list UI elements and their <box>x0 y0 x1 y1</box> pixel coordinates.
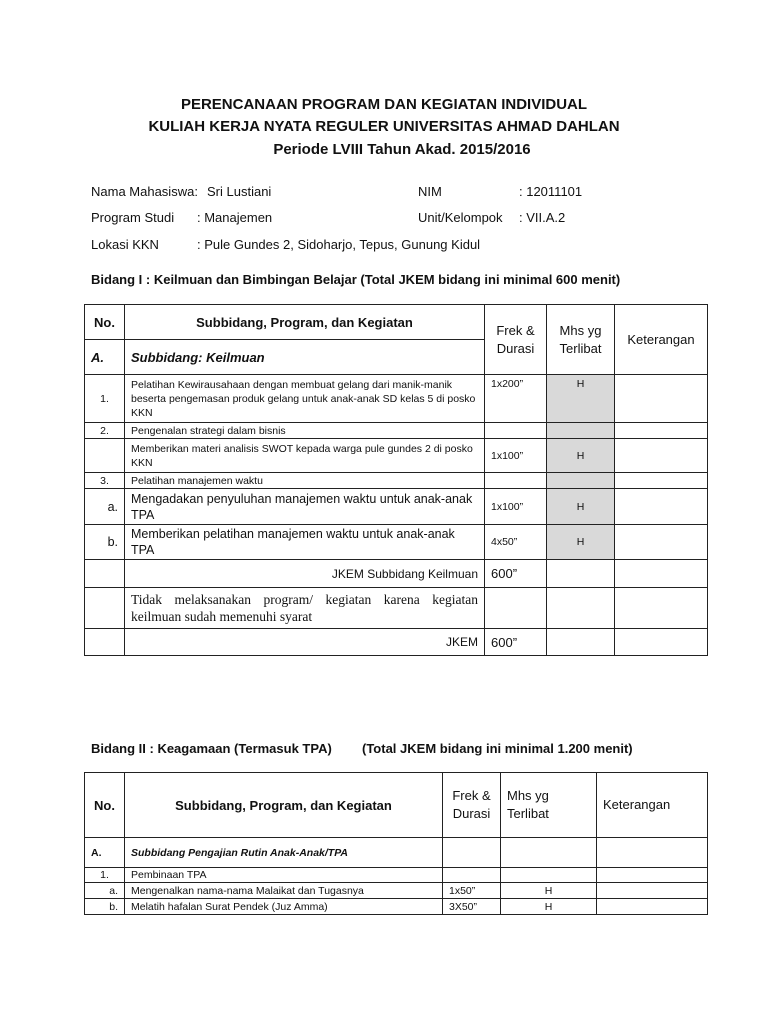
bidang2-title-b: (Total JKEM bidang ini minimal 1.200 menit) <box>362 741 633 756</box>
prodi-label: Program Studi <box>91 210 175 225</box>
unit-value: : VII.A.2 <box>519 210 566 225</box>
nama-label: Nama Mahasiswa: <box>91 184 198 199</box>
header-frek: Frek & Durasi <box>443 773 501 838</box>
table-row: Memberikan materi analisis SWOT kepada warga pule gundes 2 di posko KKN 1x100” H <box>85 439 708 473</box>
subbidang-label: Subbidang Pengajian Rutin Anak-Anak/TPA <box>125 838 443 868</box>
table-row: 1. Pembinaan TPA <box>85 868 708 883</box>
subbidang-no: A. <box>85 340 125 375</box>
table-row: b. Memberikan pelatihan manajemen waktu untuk anak-anak TPA 4x50” H <box>85 525 708 560</box>
bidang1-table <box>84 304 708 656</box>
jkem-subbidang-value: 600” <box>485 560 547 588</box>
jkem-total-label: JKEM <box>125 629 485 656</box>
nim-label: NIM <box>418 184 442 199</box>
table-row: a. Mengadakan penyuluhan manajemen waktu untuk anak-anak TPA 1x100” H <box>85 489 708 525</box>
bidang1-title: Bidang I : Keilmuan dan Bimbingan Belajar (Total JKEM bidang ini minimal 600 menit) <box>91 272 621 287</box>
jkem-subbidang-label: JKEM Subbidang Keilmuan <box>125 560 485 588</box>
note-row <box>85 588 708 629</box>
subbidang-label: Subbidang: Keilmuan <box>125 340 485 375</box>
subbidang-no: A. <box>85 838 125 868</box>
jkem-subbidang-row <box>85 560 708 588</box>
table-row: 1. Pelatihan Kewirausahaan dengan membuat gelang dari manik-manik beserta pengemasan produk gelang untuk anak-anak SD kelas 5 di posko KKN 1x200” H <box>85 375 708 423</box>
header-no: No. <box>85 773 125 838</box>
header-ket: Keterangan <box>615 305 708 375</box>
header-ket: Keterangan <box>597 773 708 838</box>
lokasi-value: : Pule Gundes 2, Sidoharjo, Tepus, Gunung Kidul <box>197 237 481 252</box>
table-row: 2. Pengenalan strategi dalam bisnis <box>85 423 708 439</box>
table-row: a. Mengenalkan nama-nama Malaikat dan Tugasnya 1x50” H <box>85 883 708 899</box>
lokasi-label: Lokasi KKN <box>91 237 159 252</box>
nim-value: : 12011101 <box>519 184 583 199</box>
header-program: Subbidang, Program, dan Kegiatan <box>125 773 443 838</box>
header-no: No. <box>85 305 125 340</box>
doc-title-period: Periode LVIII Tahun Akad. 2015/2016 <box>273 141 531 158</box>
nama-value: Sri Lustiani <box>207 184 272 199</box>
doc-title-line2: KULIAH KERJA NYATA REGULER UNIVERSITAS AHMAD DAHLAN <box>148 118 620 135</box>
note-text: Tidak melaksanakan program/ kegiatan karena kegiatan keilmuan sudah memenuhi syarat <box>125 588 485 629</box>
doc-title-line1: PERENCANAAN PROGRAM DAN KEGIATAN INDIVIDUAL <box>180 96 588 113</box>
bidang2-table <box>84 772 708 915</box>
header-mhs: Mhs yg Terlibat <box>547 305 615 375</box>
unit-label: Unit/Kelompok <box>418 210 503 225</box>
table-row: 3. Pelatihan manajemen waktu <box>85 473 708 489</box>
header-mhs: Mhs yg Terlibat <box>501 773 597 838</box>
jkem-total-row <box>85 629 708 656</box>
header-frek: Frek & Durasi <box>485 305 547 375</box>
header-program: Subbidang, Program, dan Kegiatan <box>125 305 485 340</box>
table-row: b. Melatih hafalan Surat Pendek (Juz Amma) 3X50” H <box>85 899 708 915</box>
prodi-value: : Manajemen <box>197 210 273 225</box>
jkem-total-value: 600” <box>485 629 547 656</box>
bidang2-title-a: Bidang II : Keagamaan (Termasuk TPA) <box>91 741 332 756</box>
